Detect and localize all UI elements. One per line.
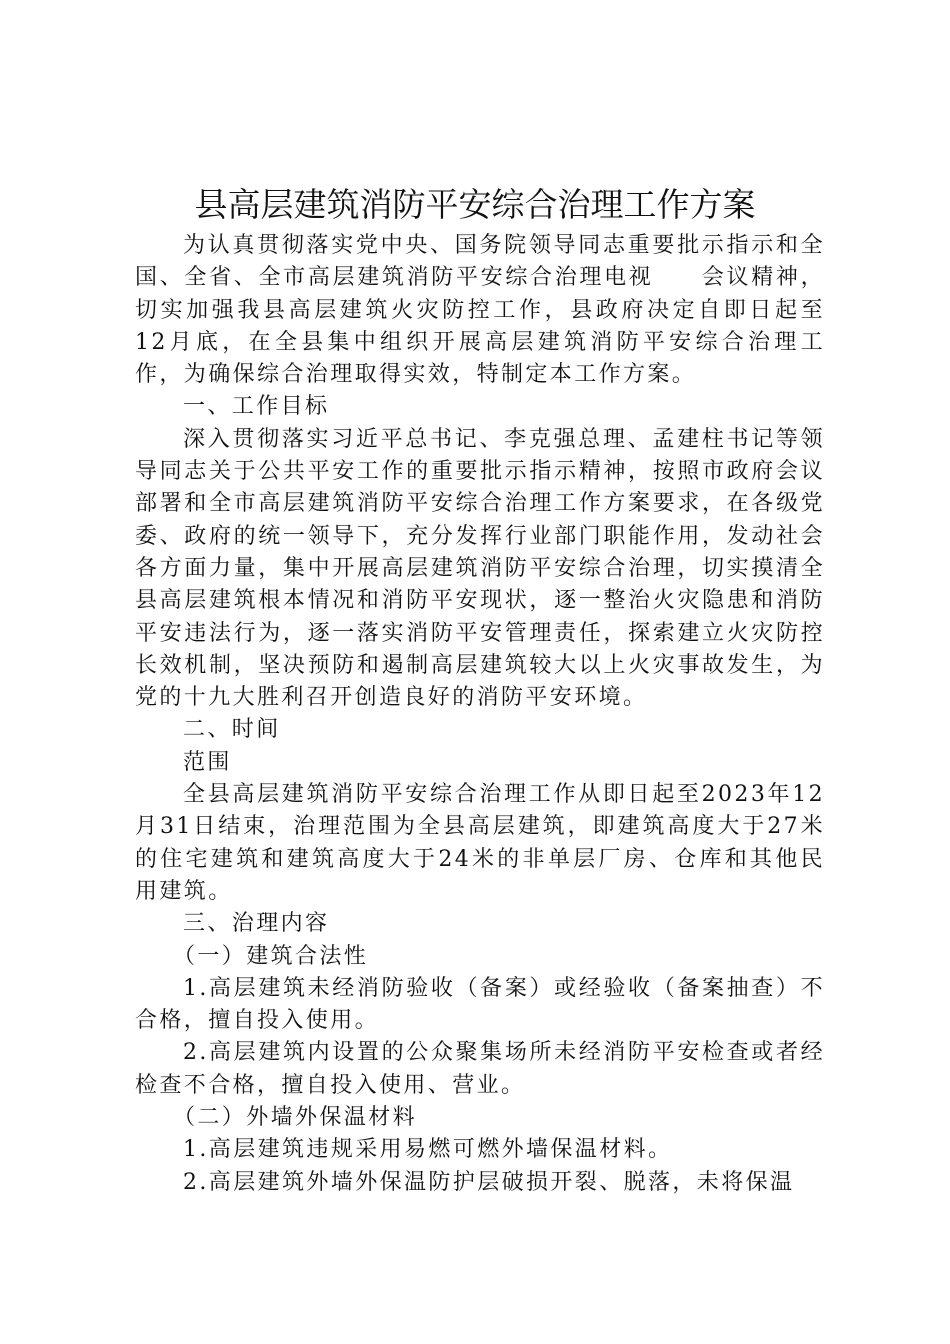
section-heading-content: 三、治理内容 xyxy=(183,911,330,937)
list-item-insulation-1: 1.高层建筑违规采用易燃可燃外墙保温材料。 xyxy=(183,1137,673,1163)
list-item-legality-1: 1.高层建筑未经消防验收（备案）或经验收（备案抽查）不合格，擅自投入使用。 xyxy=(135,975,825,1034)
subsection-heading-insulation: （二）外墙外保温材料 xyxy=(173,1105,418,1131)
paragraph-goals: 深入贯彻落实习近平总书记、李克强总理、孟建柱书记等领导同志关于公共平安工作的重要批示指示精神，按照市政府会议部署和全市高层建筑消防平安综合治理工作方案要求，在各级党委、政府的统一领导下，充分发挥行业部门职能作用，发动社会各方面力量，集中开展高层建筑消防平安综合治理，切实摸清全县高层建筑根本情况和消防平安现状，逐一整治火灾隐患和消防平安违法行为，逐一落实消防平安管理责任，探索建立火灾防控长效机制，坚决预防和遏制高层建筑较大以上火灾事故发生，为党的十九大胜利召开创造良好的消防平安环境。 xyxy=(135,426,825,711)
section-heading-scope: 范围 xyxy=(183,749,232,775)
section-heading-goals: 一、工作目标 xyxy=(183,394,330,420)
paragraph-time-scope: 全县高层建筑消防平安综合治理工作从即日起至2023年12月31日结束，治理范围为全县高层建筑，即建筑高度大于27米的住宅建筑和建筑高度大于24米的非单层厂房、仓库和其他民用建筑。 xyxy=(135,782,825,904)
paragraph-intro: 为认真贯彻落实党中央、国务院领导同志重要批示指示和全国、全省、全市高层建筑消防平安综合治理电视 会议精神，切实加强我县高层建筑火灾防控工作，县政府决定自即日起至12月底，在全县集中组织开展高层建筑消防平安综合治理工作，为确保综合治理取得实效，特制定本工作方案。 xyxy=(135,233,825,388)
list-item-legality-2: 2.高层建筑内设置的公众聚集场所未经消防平安检查或者经检查不合格，擅自投入使用、营业。 xyxy=(135,1040,825,1098)
document-title: 县高层建筑消防平安综合治理工作方案 xyxy=(194,185,756,224)
list-item-insulation-2: 2.高层建筑外墙外保温防护层破损开裂、脱落，未将保温 xyxy=(183,1169,795,1195)
document-body xyxy=(135,230,825,1199)
subsection-heading-legality: （一）建筑合法性 xyxy=(173,943,369,969)
section-heading-time: 二、时间 xyxy=(183,717,281,743)
